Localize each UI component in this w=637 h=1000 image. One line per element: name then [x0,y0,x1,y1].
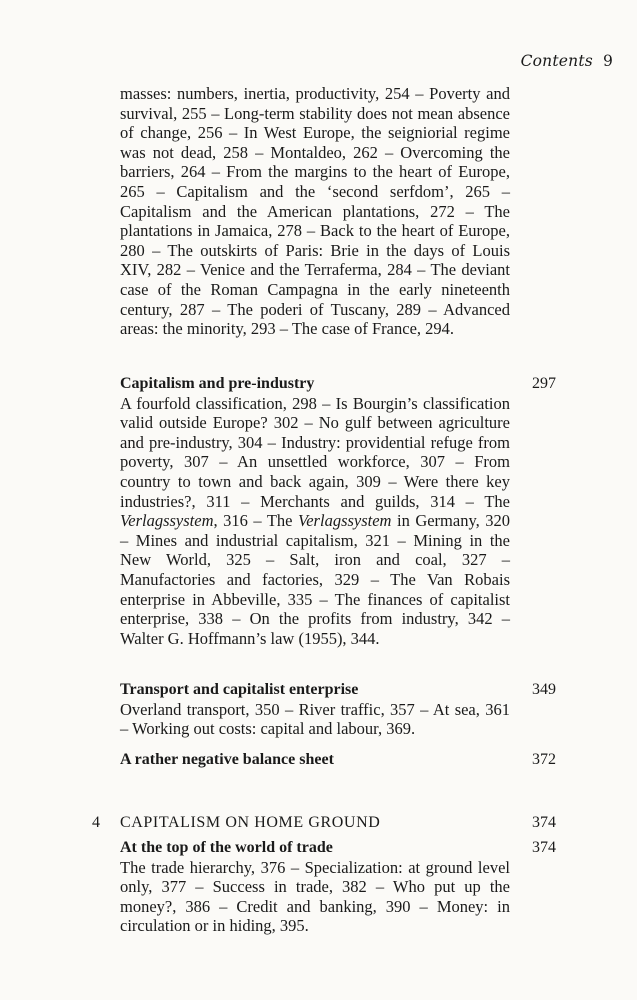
chapter-title: CAPITALISM ON HOME GROUND [120,814,381,831]
toc-entry-title: At the top of the world of trade [120,839,333,856]
toc-entry-balance-sheet [120,750,556,770]
running-head [521,52,613,70]
toc-entry-text: A fourfold classification, 298 – Is Bourgin’s classification valid outside Europe? 302 – No gulf between agriculture and pre-industry, 304 – Industry: providential refuge from poverty, 307 – An unsettled workforce, 307 – From country to town and back again, 309 – Were there key industries?, 311 – Merchants and guilds, 314 – The Verlagssystem, 316 – The Verlagssystem in Germany, 320 – Mines and industrial capitalism, 321 – Mining in the New World, 325 – Salt, iron and coal, 327 – Manufactories and factories, 329 – The Van Robais enterprise in Abbeville, 335 – The finances of capitalist enterprise, 338 – On the profits from industry, 342 – Walter G. Hoffmann’s law (1955), 344. [120,393,511,648]
toc-entry-title: A rather negative balance sheet [120,751,334,768]
toc-entry-capitalism-pre-industry [120,374,556,648]
toc-entry-title: Transport and capitalist enterprise [120,681,359,698]
toc-entry-page: 372 [532,751,556,768]
toc-entry-text: Overland transport, 350 – River traffic, 357 – At sea, 361 – Working out costs: capital and labour, 369. [120,699,510,739]
toc-entry-title: Capitalism and pre-industry [120,375,315,392]
toc-entry-top-of-trade [120,838,556,936]
toc-entry-page: 374 [532,839,556,856]
chapter-heading [0,814,637,836]
page-number: 9 [602,52,613,70]
toc-entry-transport [120,680,556,739]
continued-entry-text: masses: numbers, inertia, productivity, 254 – Poverty and survival, 255 – Long-term stability does not mean absence of change, 256 – In West Europe, the seigniorial regime was not dead, 258 – Montaldeo, 262 – Overcoming the barriers, 264 – From the margins to the heart of Europe, 265 – Capitalism and the ‘second serfdom’, 265 – Capitalism and the American plantations, 272 – The plantations in Jamaica, 278 – Back to the heart of Europe, 280 – The outskirts of Paris: Brie in the days of Louis XIV, 282 – Venice and the Terraferma, 284 – The deviant case of the Roman Campagna in the early nineteenth century, 287 – The poderi of Tuscany, 289 – Advanced areas: the minority, 293 – The case of France, 294. [120,84,510,339]
running-head-title: Contents [520,52,593,70]
toc-entry-page: 297 [532,375,556,392]
toc-entry-text: The trade hierarchy, 376 – Specialization: at ground level only, 377 – Success in trade, 382 – Who put up the money?, 386 – Credit and banking, 390 – Money: in circulation or in hiding, 395. [120,857,510,936]
chapter-page: 374 [532,814,556,831]
toc-entry-page: 349 [532,681,556,698]
chapter-number: 4 [92,814,100,831]
